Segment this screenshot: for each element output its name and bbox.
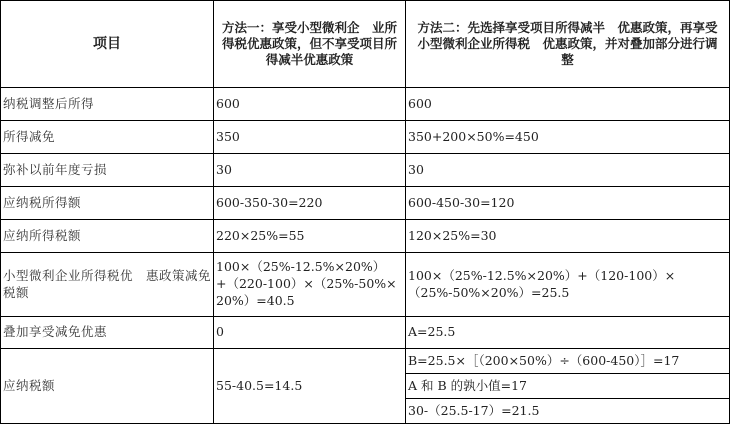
table-row	[1, 253, 730, 317]
method-2-value: 600	[406, 88, 730, 121]
method-1-value: 30	[214, 154, 406, 187]
method-2-value: A=25.5	[406, 317, 730, 349]
row-label: 所得减免	[1, 121, 214, 154]
row-label: 应纳税额	[1, 349, 214, 424]
row-label: 应纳税所得额	[1, 187, 214, 220]
calc-line: A 和 B 的孰小值=17	[406, 373, 729, 398]
header-method-2: 方法二：先选择享受项目所得减半 优惠政策，再享受小型微利企业所得税 优惠政策，并对叠加部分进行调整	[406, 1, 730, 88]
table-row	[1, 154, 730, 187]
method-2-value: 30	[406, 154, 730, 187]
method-1-value: 600-350-30=220	[214, 187, 406, 220]
calc-line: 30-（25.5-17）=21.5	[406, 398, 729, 423]
row-label: 纳税调整后所得	[1, 88, 214, 121]
method-1-value: 350	[214, 121, 406, 154]
header-row	[1, 1, 730, 88]
row-label: 叠加享受减免优惠	[1, 317, 214, 349]
method-2-value: 120×25%=30	[406, 220, 730, 253]
method-2-value: 100×（25%-12.5%×20%）+（120-100）×（25%-50%×20%）=25.5	[406, 253, 730, 317]
method-1-value: 0	[214, 317, 406, 349]
row-label: 弥补以前年度亏损	[1, 154, 214, 187]
table-row	[1, 187, 730, 220]
method-2-value	[406, 349, 730, 424]
calc-line: B=25.5×［（200×50%）÷（600-450）］=17	[408, 352, 680, 368]
table-row	[1, 317, 730, 349]
header-item: 项目	[1, 1, 214, 88]
row-label: 应纳所得税额	[1, 220, 214, 253]
method-1-value: 220×25%=55	[214, 220, 406, 253]
table-row	[1, 220, 730, 253]
method-1-value: 600	[214, 88, 406, 121]
method-1-value: 55-40.5=14.5	[214, 349, 406, 424]
table-row	[1, 121, 730, 154]
row-label: 小型微利企业所得税优 惠政策减免税额	[1, 253, 214, 317]
header-method-1: 方法一：享受小型微利企 业所得税优惠政策，但不享受项目所得减半优惠政策	[214, 1, 406, 88]
method-2-value: 600-450-30=120	[406, 187, 730, 220]
table-row	[1, 88, 730, 121]
method-1-value: 100×（25%-12.5%×20%）+（220-100）×（25%-50%× 20%）=40.5	[214, 253, 406, 317]
table-row	[1, 349, 730, 424]
method-2-value: 350+200×50%=450	[406, 121, 730, 154]
